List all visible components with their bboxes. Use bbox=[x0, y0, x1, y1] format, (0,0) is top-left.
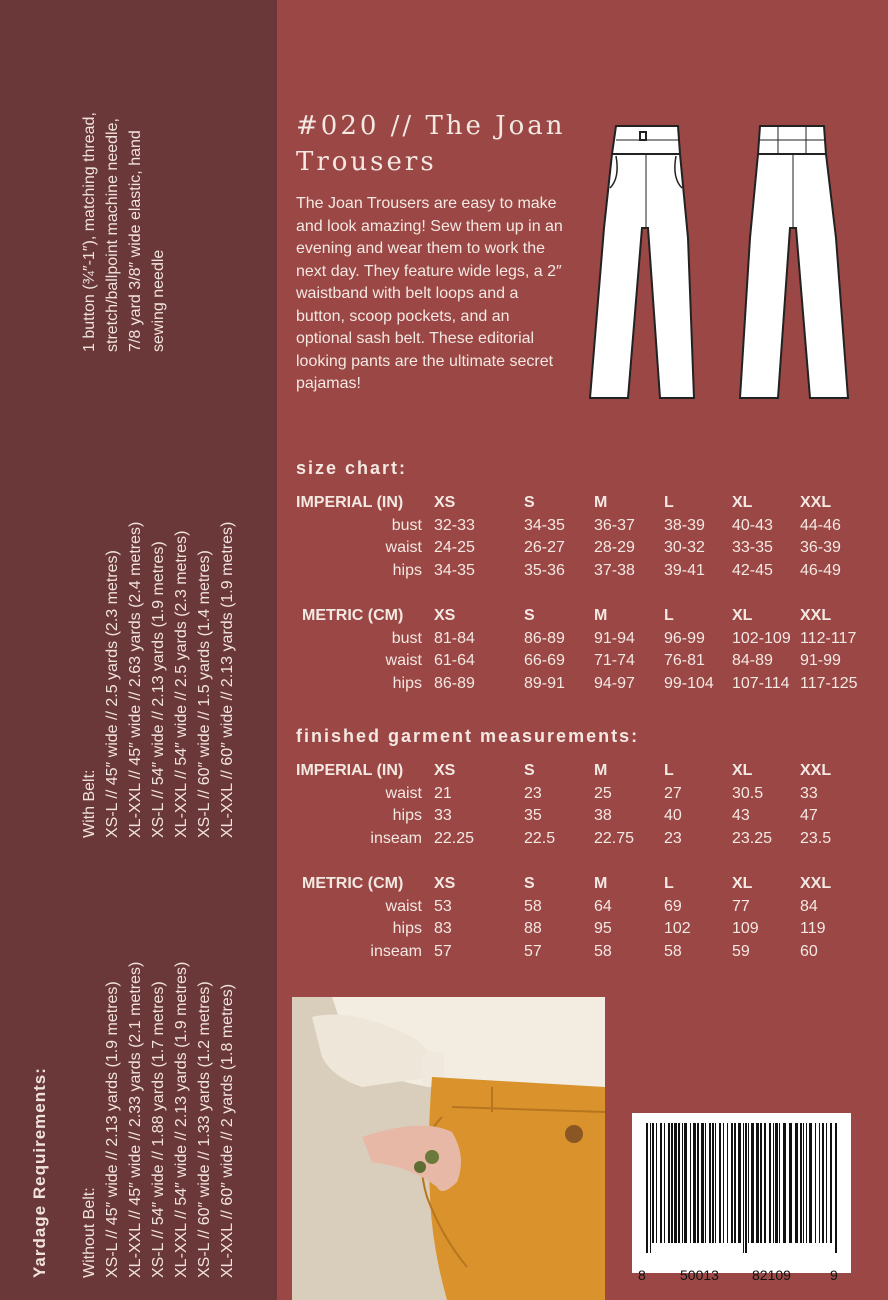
barcode-bar bbox=[789, 1123, 792, 1243]
table-cell: 81-84 bbox=[434, 629, 475, 647]
barcode-digit: 8 bbox=[638, 1267, 646, 1283]
barcode-bar bbox=[715, 1123, 716, 1243]
table-cell: 69 bbox=[664, 897, 682, 915]
barcode-bar bbox=[684, 1123, 687, 1243]
table-cell: 23 bbox=[524, 784, 542, 802]
barcode-bar bbox=[806, 1123, 807, 1243]
size-label: L bbox=[664, 875, 674, 892]
table-cell: 57 bbox=[434, 942, 452, 960]
size-label: S bbox=[524, 494, 535, 511]
barcode-bar bbox=[719, 1123, 721, 1243]
table-cell: 44-46 bbox=[800, 516, 841, 534]
table-cell: 95 bbox=[594, 920, 612, 937]
table-cell: 64 bbox=[594, 897, 612, 915]
barcode-bar bbox=[678, 1123, 680, 1243]
trousers-back-icon bbox=[740, 126, 848, 398]
table-cell: 102 bbox=[664, 920, 691, 937]
table-cell: 71-74 bbox=[594, 652, 635, 669]
size-label: M bbox=[594, 607, 608, 624]
finished-measurements-heading: finished garment measurements: bbox=[296, 726, 640, 746]
barcode-bar bbox=[652, 1123, 654, 1243]
table-cell: 47 bbox=[800, 807, 818, 824]
table-cell: 40-43 bbox=[732, 516, 773, 534]
notions-list bbox=[78, 112, 170, 352]
notions-line: 7/8 yard 3/8″ wide elastic, hand bbox=[127, 130, 144, 352]
yardage-without-belt bbox=[78, 962, 239, 1278]
barcode-bar bbox=[745, 1123, 747, 1253]
measurement-label: hips bbox=[392, 920, 422, 937]
table-cell: 57 bbox=[524, 942, 542, 960]
barcode-bar bbox=[783, 1123, 786, 1243]
table-cell: 30-32 bbox=[664, 539, 705, 556]
table-cell: 86-89 bbox=[434, 674, 475, 692]
barcode-bar bbox=[712, 1123, 714, 1243]
size-label: XS bbox=[434, 875, 456, 892]
measurement-label: waist bbox=[385, 784, 422, 802]
yardage-line: With Belt: bbox=[81, 769, 98, 838]
unit-label: METRIC (CM) bbox=[302, 875, 404, 892]
measurement-label: waist bbox=[385, 897, 422, 915]
barcode-bar bbox=[815, 1123, 816, 1243]
table-cell: 109 bbox=[732, 920, 759, 937]
size-label: XL bbox=[732, 762, 753, 779]
pattern-title bbox=[296, 108, 596, 180]
barcode-bar bbox=[809, 1123, 812, 1243]
barcode-bar bbox=[660, 1123, 662, 1243]
barcode-bar bbox=[835, 1123, 837, 1253]
table-cell: 89-91 bbox=[524, 674, 565, 692]
barcode bbox=[632, 1113, 851, 1283]
barcode-bar bbox=[756, 1123, 759, 1243]
table-cell: 34-35 bbox=[524, 516, 565, 534]
yardage-line: XL-XXL // 45″ wide // 2.63 yards (2.4 metres) bbox=[127, 521, 144, 838]
size-label: XXL bbox=[800, 762, 832, 779]
barcode-bar bbox=[779, 1123, 780, 1243]
table-cell: 76-81 bbox=[664, 652, 705, 669]
size-label: XXL bbox=[800, 875, 832, 892]
yardage-line: XL-XXL // 54″ wide // 2.13 yards (1.9 metres) bbox=[173, 961, 190, 1278]
barcode-bar bbox=[671, 1123, 673, 1243]
barcode-bar bbox=[760, 1123, 762, 1243]
notions-line: stretch/ballpoint machine needle, bbox=[104, 118, 121, 352]
barcode-bar bbox=[646, 1123, 648, 1253]
table-cell: 22.5 bbox=[524, 829, 556, 847]
table-cell: 35 bbox=[524, 807, 542, 824]
yardage-line: XS-L // 45″ wide // 2.5 yards (2.3 metres) bbox=[104, 550, 121, 838]
table-cell: 36-37 bbox=[594, 516, 635, 534]
yardage-line: XS-L // 60″ wide // 1.33 yards (1.2 metres) bbox=[196, 981, 213, 1278]
yardage-line: XS-L // 45″ wide // 2.13 yards (1.9 metres) bbox=[104, 981, 121, 1278]
table-cell: 39-41 bbox=[664, 561, 705, 579]
measurement-label: hips bbox=[392, 807, 422, 824]
barcode-digit: 9 bbox=[830, 1267, 838, 1283]
yardage-line: Without Belt: bbox=[81, 1187, 98, 1278]
measurement-label: inseam bbox=[370, 942, 422, 960]
table-cell: 107-114 bbox=[732, 674, 790, 692]
yardage-line: XL-XXL // 60″ wide // 2.13 yards (1.9 metres) bbox=[219, 521, 236, 838]
table-cell: 58 bbox=[524, 897, 542, 915]
table-cell: 34-35 bbox=[434, 561, 475, 579]
table-cell: 58 bbox=[594, 942, 612, 960]
size-label: S bbox=[524, 875, 535, 892]
barcode-bar bbox=[701, 1123, 704, 1243]
size-label: L bbox=[664, 762, 674, 779]
barcode-bar bbox=[773, 1123, 774, 1243]
title-line-2: Trousers bbox=[296, 147, 437, 177]
barcode-bar bbox=[775, 1123, 778, 1243]
barcode-bar bbox=[705, 1123, 706, 1243]
table-cell: 86-89 bbox=[524, 629, 565, 647]
yardage-line: XS-L // 54″ wide // 1.88 yards (1.7 metres) bbox=[150, 981, 167, 1278]
yardage-with-belt bbox=[78, 522, 239, 838]
table-cell: 46-49 bbox=[800, 561, 841, 579]
unit-label: IMPERIAL (IN) bbox=[296, 762, 404, 779]
measurement-label: hips bbox=[392, 674, 422, 692]
size-label: XS bbox=[434, 762, 456, 779]
barcode-bar bbox=[668, 1123, 670, 1243]
table-cell: 42-45 bbox=[732, 561, 773, 579]
size-label: L bbox=[664, 607, 674, 624]
table-cell: 102-109 bbox=[732, 629, 791, 647]
barcode-bar bbox=[743, 1123, 744, 1253]
size-label: S bbox=[524, 607, 535, 624]
table-cell: 117-125 bbox=[800, 674, 858, 692]
notions-line: sewing needle bbox=[150, 249, 167, 352]
table-cell: 23 bbox=[664, 829, 682, 847]
table-cell: 28-29 bbox=[594, 539, 635, 556]
yardage-line: XL-XXL // 45″ wide // 2.33 yards (2.1 metres) bbox=[127, 961, 144, 1278]
table-cell: 83 bbox=[434, 920, 452, 937]
table-cell: 35-36 bbox=[524, 561, 565, 579]
table-cell: 84-89 bbox=[732, 652, 773, 669]
yardage-line: XS-L // 60″ wide // 1.5 yards (1.4 metres) bbox=[196, 550, 213, 838]
table-cell: 38-39 bbox=[664, 516, 705, 534]
table-cell: 24-25 bbox=[434, 539, 475, 556]
table-cell: 58 bbox=[664, 942, 682, 960]
size-label: XL bbox=[732, 494, 753, 511]
table-cell: 66-69 bbox=[524, 652, 565, 669]
model-photo bbox=[292, 997, 605, 1300]
barcode-digit: 50013 bbox=[680, 1267, 719, 1283]
size-chart-heading: size chart: bbox=[296, 458, 408, 478]
table-cell: 94-97 bbox=[594, 674, 635, 692]
yardage-sidebar bbox=[0, 0, 277, 1300]
barcode-bar bbox=[830, 1123, 832, 1243]
barcode-bar bbox=[748, 1123, 749, 1243]
size-label: L bbox=[664, 494, 674, 511]
barcode-bar bbox=[800, 1123, 802, 1243]
table-cell: 43 bbox=[732, 807, 750, 824]
table-cell: 61-64 bbox=[434, 652, 475, 669]
size-label: XS bbox=[434, 494, 456, 511]
size-label: XL bbox=[732, 607, 753, 624]
table-cell: 23.25 bbox=[732, 829, 773, 847]
barcode-bar bbox=[709, 1123, 711, 1243]
barcode-bar bbox=[656, 1123, 657, 1243]
barcode-bar bbox=[751, 1123, 754, 1243]
table-cell: 26-27 bbox=[524, 539, 565, 556]
size-label: M bbox=[594, 494, 608, 511]
barcode-bar bbox=[697, 1123, 699, 1243]
table-cell: 91-99 bbox=[800, 652, 841, 669]
table-cell: 22.75 bbox=[594, 829, 635, 847]
title-line-1: #020 // The Joan bbox=[296, 111, 566, 141]
table-cell: 91-94 bbox=[594, 629, 635, 647]
table-cell: 32-33 bbox=[434, 516, 475, 534]
size-label: M bbox=[594, 875, 608, 892]
table-cell: 119 bbox=[800, 920, 826, 937]
barcode-bar bbox=[764, 1123, 766, 1243]
table-cell: 25 bbox=[594, 784, 612, 802]
measurement-label: bust bbox=[391, 516, 422, 534]
barcode-bar bbox=[769, 1123, 771, 1243]
barcode-bar bbox=[682, 1123, 683, 1243]
table-cell: 27 bbox=[664, 784, 682, 802]
table-cell: 22.25 bbox=[434, 829, 475, 847]
measurement-label: hips bbox=[392, 561, 422, 579]
yardage-line: XL-XXL // 54″ wide // 2.5 yards (2.3 metres) bbox=[173, 530, 190, 838]
trousers-front-icon bbox=[590, 126, 694, 398]
table-cell: 30.5 bbox=[732, 784, 764, 802]
measurement-label: inseam bbox=[370, 829, 422, 847]
barcode-bar bbox=[693, 1123, 696, 1243]
barcode-bar bbox=[664, 1123, 665, 1243]
notions-line: 1 button (¾″-1″), matching thread, bbox=[81, 112, 98, 352]
barcode-bar bbox=[690, 1123, 691, 1243]
barcode-bar bbox=[803, 1123, 804, 1243]
pattern-description: The Joan Trousers are easy to make and look amazing! Sew them up in an evening and wear them to work the next day. They feature wide legs, a 2″ waistband with belt loops and a button, scoop pockets, and an optional sash belt. These editorial looking pants are the ultimate secret pajamas! bbox=[296, 195, 563, 392]
measurement-label: bust bbox=[391, 629, 422, 647]
size-label: XS bbox=[434, 607, 456, 624]
yardage-line: XS-L // 54″ wide // 2.13 yards (1.9 metres) bbox=[150, 541, 167, 838]
barcode-bar bbox=[674, 1123, 677, 1243]
table-cell: 96-99 bbox=[664, 629, 705, 647]
table-cell: 53 bbox=[434, 897, 452, 915]
table-cell: 38 bbox=[594, 807, 612, 824]
barcode-bar bbox=[731, 1123, 733, 1243]
barcode-bar bbox=[738, 1123, 741, 1243]
table-cell: 99-104 bbox=[664, 674, 714, 692]
yardage-line: XL-XXL // 60″ wide // 2 yards (1.8 metres) bbox=[219, 983, 236, 1278]
unit-label: METRIC (CM) bbox=[302, 607, 404, 624]
barcode-bar bbox=[727, 1123, 728, 1243]
barcode-digit: 82109 bbox=[752, 1267, 791, 1283]
size-label: XL bbox=[732, 875, 753, 892]
unit-label: IMPERIAL (IN) bbox=[296, 494, 404, 511]
size-label: XXL bbox=[800, 607, 832, 624]
table-cell: 60 bbox=[800, 942, 818, 960]
barcode-bar bbox=[826, 1123, 827, 1243]
size-label: S bbox=[524, 762, 535, 779]
table-cell: 33-35 bbox=[732, 539, 773, 556]
yardage-title: Yardage Requirements: bbox=[30, 1067, 49, 1278]
table-cell: 37-38 bbox=[594, 561, 635, 579]
table-cell: 36-39 bbox=[800, 539, 841, 556]
table-cell: 88 bbox=[524, 920, 542, 937]
table-cell: 33 bbox=[800, 784, 818, 802]
barcode-bar bbox=[822, 1123, 824, 1243]
table-cell: 112-117 bbox=[800, 629, 857, 647]
barcode-bar bbox=[819, 1123, 820, 1243]
size-label: M bbox=[594, 762, 608, 779]
table-cell: 59 bbox=[732, 942, 750, 960]
trousers-illustration bbox=[582, 118, 862, 408]
table-cell: 33 bbox=[434, 807, 452, 824]
barcode-bar bbox=[795, 1123, 798, 1243]
table-cell: 84 bbox=[800, 897, 818, 915]
barcode-bars bbox=[632, 1113, 851, 1273]
table-cell: 77 bbox=[732, 897, 750, 915]
table-cell: 40 bbox=[664, 807, 682, 824]
barcode-bar bbox=[734, 1123, 736, 1243]
size-label: XXL bbox=[800, 494, 832, 511]
measurement-label: waist bbox=[385, 652, 422, 669]
table-cell: 21 bbox=[434, 784, 452, 802]
measurement-label: waist bbox=[385, 539, 422, 556]
barcode-bar bbox=[650, 1123, 651, 1253]
table-cell: 23.5 bbox=[800, 829, 832, 847]
barcode-bar bbox=[723, 1123, 724, 1243]
